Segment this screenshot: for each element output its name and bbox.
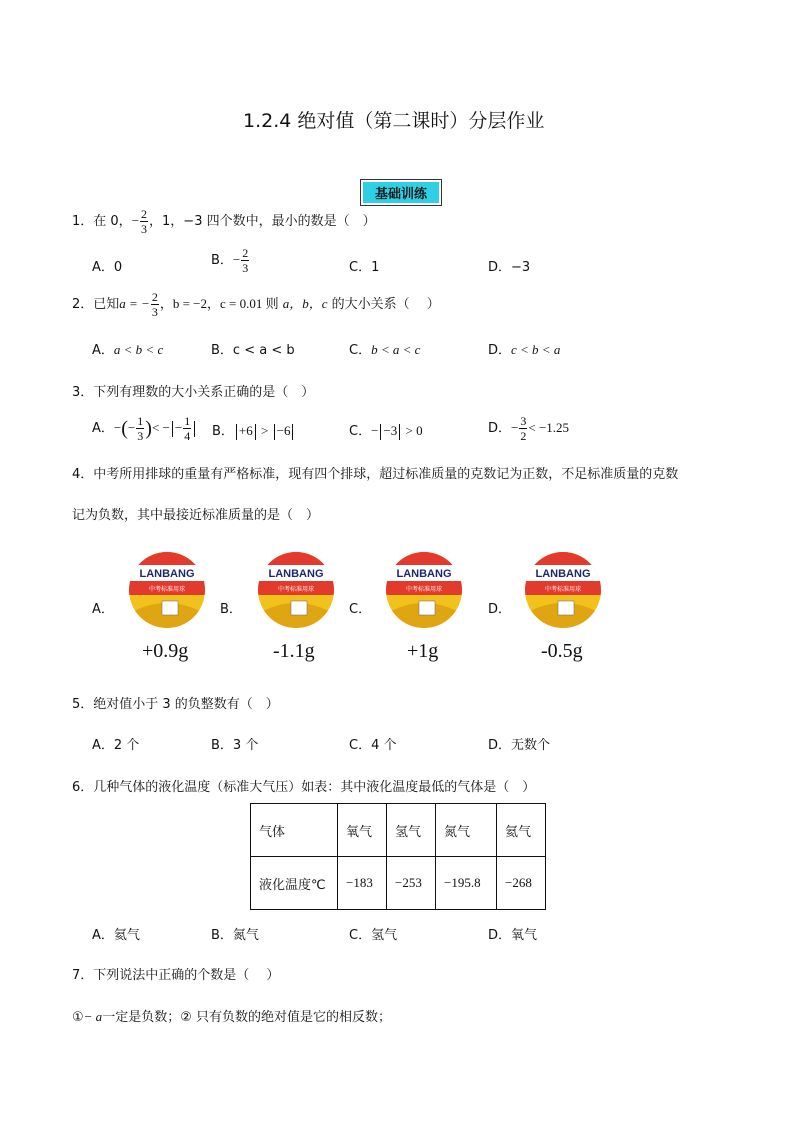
q3-option-a: A．−(− $\frac{1}{3}$ )< − − $\frac{1}{4}$	[92, 410, 197, 447]
q5-option-b: B．3 个	[211, 738, 259, 753]
q2-a-eq: a = −	[119, 296, 150, 311]
q1-text-post: ，1，−3 四个数中，最小的数是（ ）	[149, 214, 376, 229]
q1-b-fraction: $\frac{2}{3}$	[242, 246, 249, 275]
svg-text:中考标准用球: 中考标准用球	[148, 586, 186, 593]
q2-option-b: B．c < a < b	[211, 343, 295, 358]
q1-frac-num: 2	[141, 207, 148, 221]
volleyball-image-b	[257, 551, 335, 629]
table-cell: −183	[338, 857, 387, 910]
question-4-line-2: 记为负数，其中最接近标准质量的是（ ）	[72, 508, 320, 523]
q3-option-b: B． +6 > −6	[212, 420, 295, 440]
svg-text:中考标准用球: 中考标准用球	[405, 586, 443, 593]
q1-option-c: C．1	[349, 260, 380, 275]
table-header-cell: 氦气	[497, 804, 546, 857]
section-badge	[360, 179, 442, 206]
volleyball-image-a	[128, 551, 206, 629]
q6-option-d: D．氧气	[488, 928, 538, 943]
q4-weight-a: +0.9g	[142, 640, 189, 662]
question-4-line-1: 4．中考所用排球的重量有严格标准，现有四个排球，超过标准质量的克数记为正数，不足标准质量的克数	[72, 467, 679, 482]
question-3: 3．下列有理数的大小关系正确的是（ ）	[72, 385, 315, 400]
q2-option-a: A．a < b < c	[92, 342, 164, 358]
q1-text-pre: 1．在 0，	[72, 214, 132, 229]
svg-text:LANBANG: LANBANG	[396, 568, 452, 580]
question-1	[72, 205, 376, 238]
q4-option-c-label: C．	[349, 602, 372, 617]
q5-option-a: A．2 个	[92, 738, 140, 753]
q2-text-post: 的大小关系（ ）	[331, 297, 440, 312]
volleyball-image-c	[385, 551, 463, 629]
question-6: 6．几种气体的液化温度（标准大气压）如表：其中液化温度最低的气体是（ ）	[72, 780, 536, 795]
q4-weight-b: -1.1g	[273, 640, 315, 662]
q5-option-c: C．4 个	[349, 738, 397, 753]
table-header-cell: 氮气	[436, 804, 497, 857]
q1-option-a: A．0	[92, 260, 123, 275]
svg-text:LANBANG: LANBANG	[535, 568, 591, 580]
q6-option-b: B．氮气	[211, 928, 259, 943]
gas-table	[250, 803, 546, 910]
q2-fraction: $\frac{2}{3}$	[151, 290, 158, 319]
q4-weight-c: +1g	[407, 640, 439, 662]
volleyball-image-d	[524, 551, 602, 629]
q4-option-d-label: D．	[488, 602, 512, 617]
q1-fraction	[140, 208, 148, 235]
table-header-cell: 气体	[251, 804, 338, 857]
section-badge-label: 基础训练	[363, 182, 439, 203]
svg-text:中考标准用球: 中考标准用球	[277, 586, 315, 593]
q3-option-c: C．− −3 > 0	[349, 423, 423, 439]
page-title: 1.2.4 绝对值（第二课时）分层作业	[243, 110, 545, 132]
question-2	[72, 288, 440, 321]
q2-option-d: D．c < b < a	[488, 342, 561, 358]
q2-text-pre: 2．已知	[72, 297, 120, 312]
q1-option-d: D．−3	[488, 260, 531, 275]
q2-vars: a，b，c	[282, 296, 328, 311]
q3-option-d: D．− $\frac{3}{2}$ < −1.25	[488, 414, 570, 443]
q6-option-a: A．氦气	[92, 928, 140, 943]
table-row	[251, 857, 546, 910]
svg-text:LANBANG: LANBANG	[139, 568, 195, 580]
q4-weight-d: -0.5g	[541, 640, 583, 662]
table-row	[251, 804, 546, 857]
table-header-cell: 氧气	[338, 804, 387, 857]
table-cell: −253	[387, 857, 436, 910]
table-cell: −195.8	[436, 857, 497, 910]
svg-text:中考标准用球: 中考标准用球	[544, 586, 582, 593]
q1-option-b: B．− $\frac{2}{3}$	[211, 246, 249, 275]
q4-option-a-label: A．	[92, 602, 114, 617]
q5-option-d: D．无数个	[488, 738, 551, 753]
table-header-cell: 氢气	[387, 804, 436, 857]
table-cell: −268	[497, 857, 546, 910]
svg-text:LANBANG: LANBANG	[268, 568, 324, 580]
q4-option-b-label: B．	[220, 602, 242, 617]
q2-rest: ，b = −2，c = 0.01 则	[159, 296, 279, 311]
q7-statement-1: ①− a一定是负数；② 只有负数的绝对值是它的相反数；	[72, 1009, 391, 1025]
q1-frac-sign: −	[131, 213, 140, 228]
table-cell: 液化温度℃	[251, 857, 338, 910]
question-5: 5．绝对值小于 3 的负整数有（ ）	[72, 697, 279, 712]
question-7: 7．下列说法中正确的个数是（ ）	[72, 968, 280, 983]
q2-option-c: C．b < a < c	[349, 342, 421, 358]
q6-option-c: C．氢气	[349, 928, 398, 943]
q1-frac-den: 3	[141, 222, 148, 236]
